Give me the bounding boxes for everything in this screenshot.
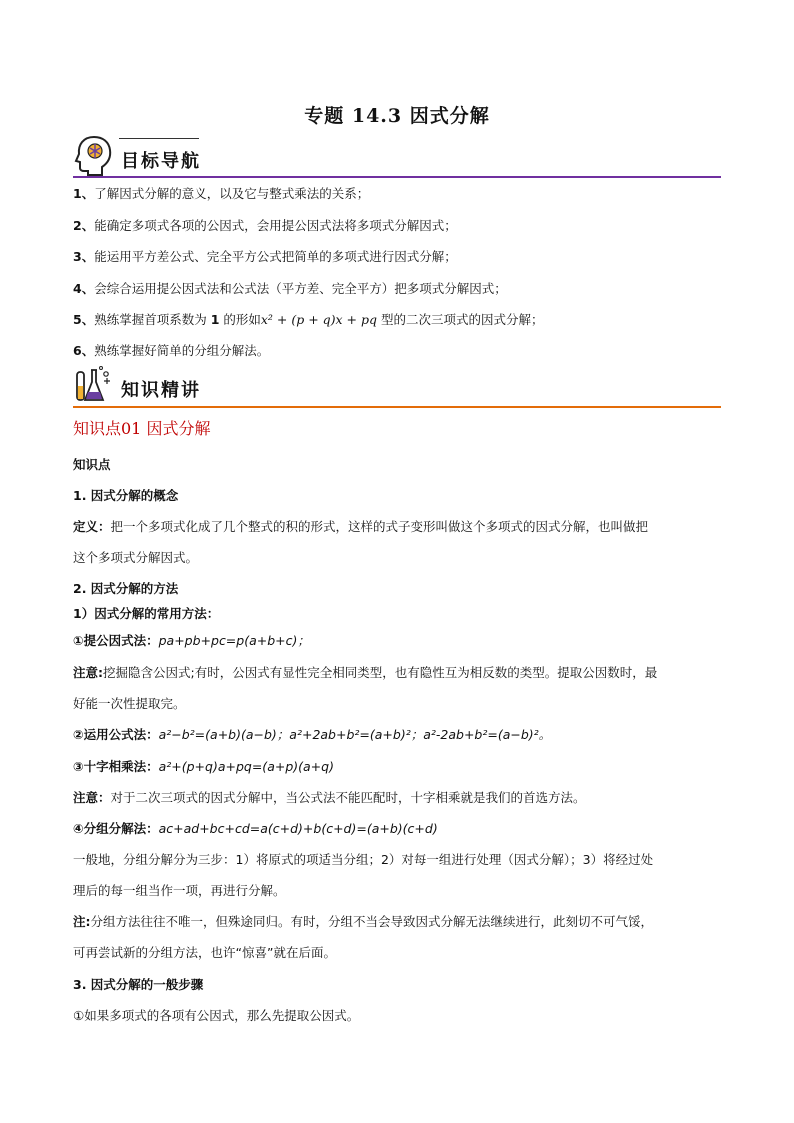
- section-header-goals: [73, 134, 721, 178]
- method-3: ③十字相乘法：a²+(p+q)a+pq=(a+p)(a+q): [73, 759, 334, 774]
- heading-concept: 1. 因式分解的概念: [73, 488, 179, 503]
- method-4: ④分组分解法：ac+ad+bc+cd=a(c+d)+b(c+d)=(a+b)(c+d): [73, 821, 438, 836]
- knowledge-point-title: 知识点01 因式分解: [73, 419, 211, 438]
- goal-item-5: 5、熟练掌握首项系数为 1 的形如x² + (p + q)x + pq 型的二次三项式的因式分解；: [73, 312, 544, 327]
- kp-label: 知识点: [73, 457, 111, 472]
- section-divider: [73, 406, 721, 408]
- subheading-methods: 1）因式分解的常用方法：: [73, 606, 220, 621]
- section-divider: [73, 176, 721, 178]
- definition-line-1: 定义：把一个多项式化成了几个整式的积的形式，这样的式子变形叫做这个多项式的因式分解，也叫做把: [73, 519, 649, 534]
- step-1: ①如果多项式的各项有公因式，那么先提取公因式。: [73, 1008, 360, 1023]
- method-2: ②运用公式法：a²−b²=(a+b)(a−b)；a²+2ab+b²=(a+b)²；a²-2ab+b²=(a−b)²。: [73, 727, 552, 742]
- definition-line-2: 这个多项式分解因式。: [73, 550, 199, 565]
- note-1-line-2: 好能一次性提取完。: [73, 696, 186, 711]
- grouping-line-1: 一般地，分组分解分为三步：1）将原式的项适当分组；2）对每一组进行处理（因式分解）；3）将经过处: [73, 852, 654, 867]
- header-overline: [119, 138, 199, 139]
- goal-item-1: 1、了解因式分解的意义，以及它与整式乘法的关系；: [73, 186, 370, 201]
- method-1: ①提公因式法：pa+pb+pc=p(a+b+c)；: [73, 633, 310, 648]
- heading-methods: 2. 因式分解的方法: [73, 581, 179, 596]
- flask-icon: [73, 364, 115, 406]
- note-1-line-1: 注意:挖掘隐含公因式;有时，公因式有显性完全相同类型，也有隐性互为相反数的类型。提取公因数时，最: [73, 665, 658, 680]
- note-3-line-2: 可再尝试新的分组方法，也许“惊喜”就在后面。: [73, 945, 336, 960]
- page-title: 专题 14.3 因式分解: [304, 105, 490, 127]
- formula: pa+pb+pc=p(a+b+c)；: [158, 633, 310, 648]
- note-3-line-1: 注:分组方法往往不唯一，但殊途同归。有时，分组不当会导致因式分解无法继续进行，此刻切不可气馁，: [73, 914, 654, 929]
- goal-item-6: 6、熟练掌握好简单的分组分解法。: [73, 343, 270, 358]
- formula: ac+ad+bc+cd=a(c+d)+b(c+d)=(a+b)(c+d): [158, 821, 438, 836]
- grouping-line-2: 理后的每一组当作一项，再进行分解。: [73, 883, 286, 898]
- goal-item-4: 4、会综合运用提公因式法和公式法（平方差、完全平方）把多项式分解因式；: [73, 281, 507, 296]
- heading-steps: 3. 因式分解的一般步骤: [73, 977, 204, 992]
- goal-item-3: 3、能运用平方差公式、完全平方公式把简单的多项式进行因式分解；: [73, 249, 457, 264]
- goal-item-2: 2、能确定多项式各项的公因式，会用提公因式法将多项式分解因式；: [73, 218, 457, 233]
- formula: x² + (p + q)x + pq: [260, 312, 378, 327]
- brain-head-icon: [73, 134, 115, 176]
- section-header-knowledge: [73, 364, 721, 408]
- formula: a²−b²=(a+b)(a−b)；a²+2ab+b²=(a+b)²；a²-2ab+b²=(a−b)²。: [158, 727, 552, 742]
- formula: a²+(p+q)a+pq=(a+p)(a+q): [158, 759, 334, 774]
- section-label: 知识精讲: [121, 380, 201, 401]
- section-label: 目标导航: [121, 151, 201, 172]
- note-2: 注意：对于二次三项式的因式分解中，当公式法不能匹配时，十字相乘就是我们的首选方法。: [73, 790, 586, 805]
